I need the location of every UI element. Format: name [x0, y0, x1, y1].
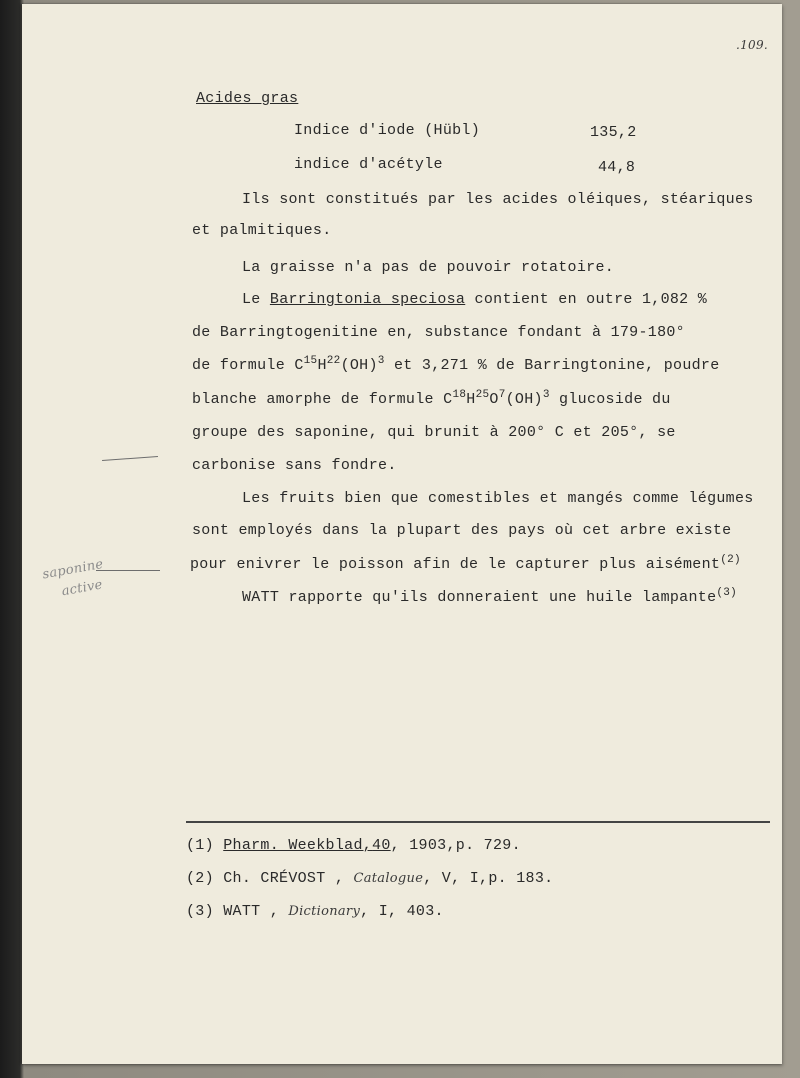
footnote-1: (1) Pharm. Weekblad,40, 1903,p. 729.	[186, 837, 521, 854]
document-page	[22, 4, 782, 1064]
section-heading: Acides gras	[196, 90, 299, 107]
footnote-ref: (2)	[720, 554, 741, 566]
paragraph-line: carbonise sans fondre.	[192, 457, 397, 474]
page-number: .109.	[736, 38, 769, 52]
footnote-rule	[186, 821, 770, 823]
paragraph-line: Le Barringtonia speciosa contient en outre 1,082 %	[242, 291, 708, 308]
margin-annotation: saponine active	[41, 556, 105, 600]
paragraph-line: WATT rapporte qu'ils donneraient une huile lampante$^{(3)}$	[242, 587, 738, 606]
formula-line: blanche amorphe de formule $C^{18}H^{25}O^7(OH)^3$ glucoside du	[192, 389, 671, 408]
paragraph-line: sont employés dans la plupart des pays où cet arbre existe	[192, 522, 732, 539]
iodine-index-value: 135,2	[590, 124, 637, 141]
footnote-2: (2) Ch. CRÉVOST , Catalogue, V, I,p. 183.	[186, 870, 554, 887]
paragraph-line: Les fruits bien que comestibles et mangés comme légumes	[242, 490, 754, 507]
species-name: Barringtonia speciosa	[269, 291, 466, 308]
paragraph-line: de Barringtogenitine en, substance fondant à 179-180°	[192, 324, 685, 341]
footnote-3: (3) WATT , Dictionary, I, 403.	[186, 903, 444, 920]
paragraph-line: Ils sont constitués par les acides oléiques, stéariques	[242, 191, 754, 208]
iodine-index-label: Indice d'iode (Hübl)	[294, 122, 481, 139]
paragraph-line: groupe des saponine, qui brunit à 200° C et 205°, se	[192, 424, 676, 441]
acetyl-index-label: indice d'acétyle	[294, 156, 443, 173]
paragraph-line: et palmitiques.	[192, 222, 332, 239]
footnote-ref: (3)	[716, 587, 738, 599]
acetyl-index-value: 44,8	[598, 159, 636, 176]
formula-line: de formule $C^{15}H^{22}(OH)^3$ et 3,271 % de Barringtonine, poudre	[192, 355, 720, 374]
paragraph-line: La graisse n'a pas de pouvoir rotatoire.	[242, 259, 615, 276]
margin-mark	[102, 456, 158, 461]
paragraph-line: pour enivrer le poisson afin de le capturer plus aisément$^{(2)}$	[190, 554, 741, 573]
margin-mark	[96, 570, 160, 571]
